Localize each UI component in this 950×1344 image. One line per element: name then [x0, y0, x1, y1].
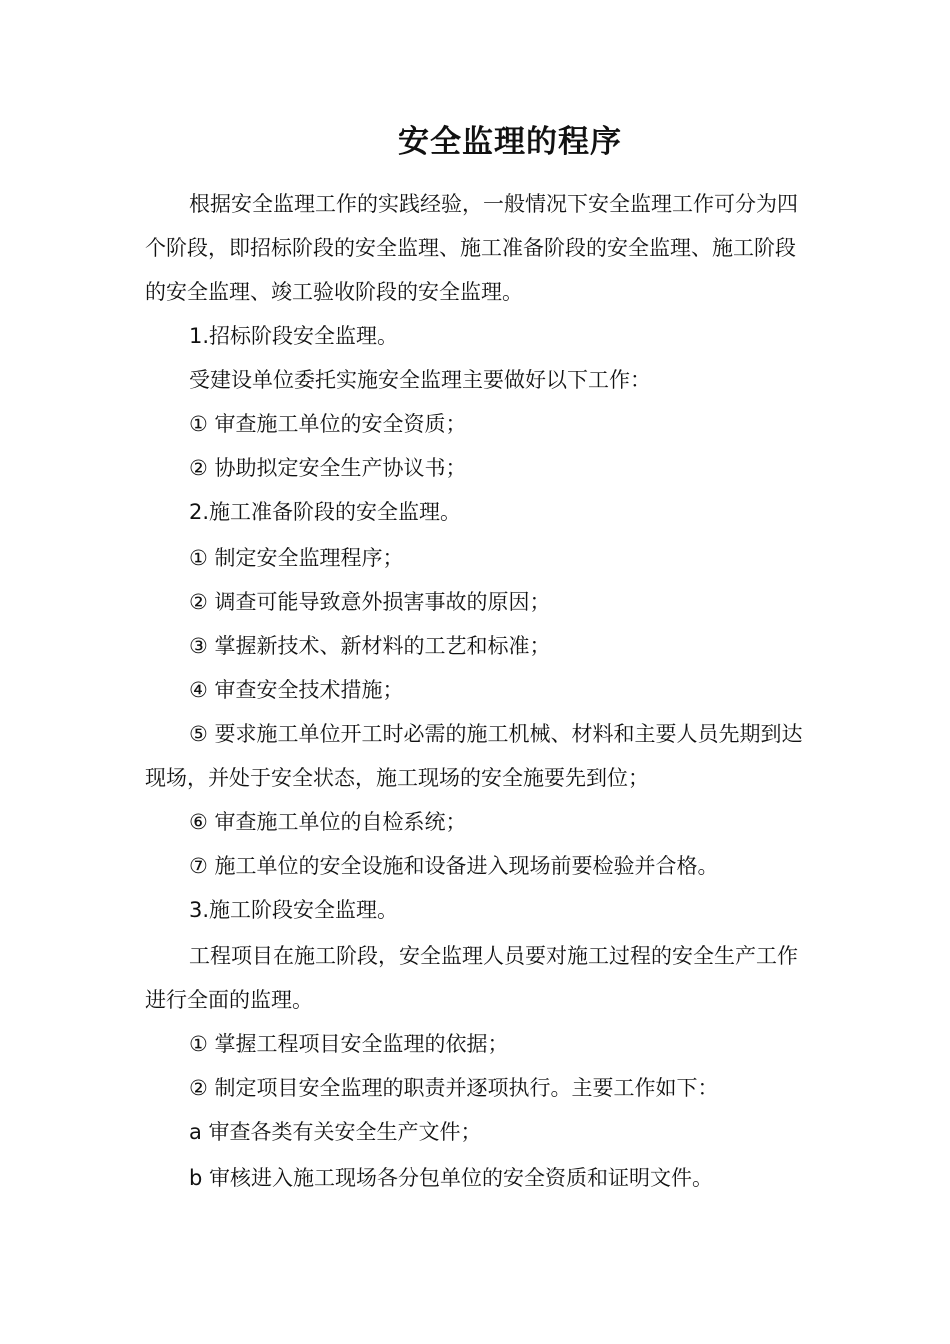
paragraph: 工程项目在施工阶段，安全监理人员要对施工过程的安全生产工作进行全面的监理。: [145, 944, 798, 1012]
list-item: a 审查各类有关安全生产文件；: [189, 1120, 482, 1144]
section-heading-1: 1.招标阶段安全监理。: [189, 324, 399, 348]
paragraph-intro: 根据安全监理工作的实践经验，一般情况下安全监理工作可分为四个阶段，即招标阶段的安全监理、施工准备阶段的安全监理、施工阶段的安全监理、竣工验收阶段的安全监理。: [145, 192, 798, 304]
document-title: 安全监理的程序: [398, 124, 622, 160]
list-item: ⑦ 施工单位的安全设施和设备进入现场前要检验并合格。: [189, 854, 719, 878]
list-item: ② 协助拟定安全生产协议书；: [189, 456, 467, 480]
list-item: ① 制定安全监理程序；: [189, 546, 404, 570]
list-item: ② 调查可能导致意外损害事故的原因；: [189, 590, 551, 614]
list-item: ③ 掌握新技术、新材料的工艺和标准；: [189, 634, 551, 658]
section-heading-2: 2.施工准备阶段的安全监理。: [189, 500, 462, 524]
list-item: ⑤ 要求施工单位开工时必需的施工机械、材料和主要人员先期到达现场，并处于安全状态，施工现场的安全施要先到位；: [145, 722, 803, 790]
list-item: ⑥ 审查施工单位的自检系统；: [189, 810, 467, 834]
list-item: ① 掌握工程项目安全监理的依据；: [189, 1032, 509, 1056]
paragraph: 受建设单位委托实施安全监理主要做好以下工作：: [189, 368, 651, 392]
list-item: b 审核进入施工现场各分包单位的安全资质和证明文件。: [189, 1166, 714, 1190]
list-item: ② 制定项目安全监理的职责并逐项执行。主要工作如下：: [189, 1076, 719, 1100]
section-heading-3: 3.施工阶段安全监理。: [189, 898, 399, 922]
document-body: [145, 182, 810, 1200]
list-item: ④ 审查安全技术措施；: [189, 678, 404, 702]
list-item: ① 审查施工单位的安全资质；: [189, 412, 467, 436]
